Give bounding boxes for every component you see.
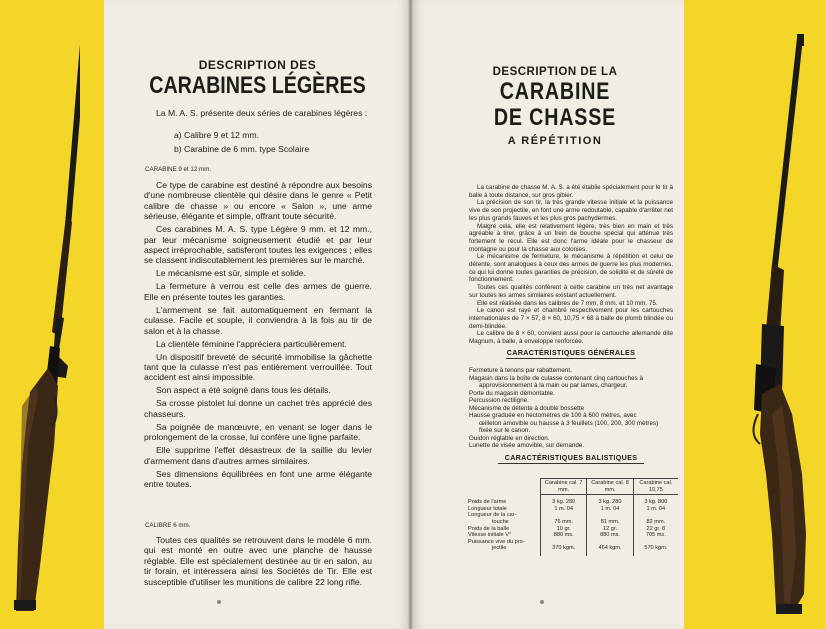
row-label: Longueur de la car-	[468, 512, 517, 519]
left-intro	[144, 108, 372, 121]
cell-value: 1 m. 04	[633, 506, 678, 513]
general-heading-rule	[506, 358, 636, 359]
cell-value: 1 m. 04	[541, 506, 587, 513]
rifle-illustration-left	[8, 26, 80, 616]
table-row	[466, 506, 678, 513]
row-label: touche	[492, 518, 509, 525]
right-title-line1: DESCRIPTION DE LA	[492, 66, 618, 78]
right-paragraph: La carabine de chasse M. A. S. a été établie spécialement pour le tir à balle à toute distance, sur gros gibier.	[469, 184, 673, 199]
cell-value: 464 kgm.	[587, 545, 633, 556]
table-row	[466, 539, 678, 546]
right-paragraph: Toutes ces qualités confèrent à cette carabine un très net avantage sur toutes les armes similaires existant actuellement.	[469, 284, 673, 299]
section1-paragraph: La fermeture à verrou est celle des armes de guerre. Elle en présente toutes les garanties.	[144, 281, 372, 302]
right-paragraph: Le calibre de 8 × 60, convient aussi pour la cartouche allemande dite Magnum, à balle, à enveloppe renforcée.	[469, 330, 673, 346]
cell-value: 22 gr. 8	[633, 526, 678, 533]
page-mark-right	[540, 600, 544, 604]
section1-paragraph: L'armement se fait automatiquement en fermant la culasse. Facile et souple, il conviendra à la fois au tir de salon et à la chasse.	[144, 304, 372, 336]
cell-value	[633, 512, 678, 519]
cell-value: 82 mm.	[633, 519, 678, 526]
section1-paragraph: Elle supprime l'effet désastreux de la saillie du levier d'armement dans d'autres armes similaires.	[144, 445, 372, 466]
cell-value	[587, 512, 633, 519]
right-paragraph: La précision de son tir, la très grande vitesse initiale et la puissance vive de son projectile, en font une arme redoutable, capable d'arrêter net les plus grands fauves et les plus gros pachydermes.	[469, 199, 673, 222]
cell-value: 880 ms.	[541, 532, 587, 539]
table-row	[466, 512, 678, 519]
ballistic-characteristics-heading: CARACTÉRISTIQUES BALISTIQUES	[504, 453, 638, 462]
table-row	[466, 519, 678, 526]
section1-paragraph: Sa poignée de manœuvre, en venant se loger dans le prolongement de la crosse, lui confère une ligne parfaite.	[144, 421, 372, 443]
section1-paragraph: Le mécanisme est sûr, simple et solide.	[156, 268, 306, 279]
characteristic-item: approvisionnement à la main ou par lames, chargeur.	[479, 382, 628, 389]
section1-paragraph: La clientèle féminine l'appréciera particulièrement.	[156, 338, 347, 349]
page-mark-left	[217, 600, 221, 604]
table-row	[466, 532, 678, 539]
cell-value: 3 kg. 280	[541, 495, 587, 506]
table-header-blank	[466, 479, 541, 495]
cell-value: 3 kg. 280	[587, 495, 633, 506]
characteristic-item: œilleton amovible ou hausse à 3 feuillets (100, 200, 300 mètres)	[479, 419, 659, 427]
section1-paragraph: Ses dimensions équilibrées en font une arme élégante entre toutes.	[144, 468, 372, 490]
characteristic-item: Fermeture à tenons par rabattement.	[469, 367, 572, 374]
table-header-row	[466, 479, 678, 495]
left-series-list	[174, 130, 374, 155]
right-title-line2: CARABINE	[499, 78, 611, 105]
ballistic-table	[466, 478, 678, 556]
ballistic-heading-rule	[498, 463, 644, 464]
right-paragraph: Le canon est rayé et chambré respectivement pour les cartouches internationales de 7 × 57, 8 × 60, 10,75 × 68 à balle de plomb blindée ou demi-blindée.	[469, 307, 673, 330]
cell-value: 81 mm.	[587, 519, 633, 526]
section1-paragraph: Ce type de carabine est destiné à répondre aux besoins d'une nombreuse clientèle qui désire dans le genre « Petit calibre de chasse » ou encore « Salon », une arme sérieuse, élégante et simple, offrant toute sécurité.	[144, 180, 372, 222]
cell-value: 12 gr.	[587, 526, 633, 533]
row-label: jectile	[492, 545, 507, 552]
characteristic-item: fixée sur le canon.	[479, 427, 531, 434]
section1-heading: CARABINE 9 et 12 mm.	[145, 166, 212, 173]
row-label: Puissance vive du pro-	[468, 538, 525, 545]
cell-value: 10 gr.	[541, 526, 587, 533]
cell-value	[541, 512, 587, 519]
characteristic-item: Mécanisme de détente à double bossette	[469, 404, 585, 412]
section1-body	[144, 180, 372, 492]
series-item-b: b) Carabine de 6 mm. type Scolaire	[174, 144, 310, 155]
cell-value: 1 m. 04	[587, 506, 633, 513]
book-gutter	[408, 0, 413, 629]
general-characteristics-list	[469, 367, 679, 450]
row-label: Poids de la balle	[468, 525, 510, 532]
characteristic-item: Percussion rectiligne.	[469, 397, 529, 404]
characteristic-item: Magasin dans la boîte de culasse contenant cinq cartouches à	[469, 374, 643, 382]
table-row	[466, 545, 678, 556]
row-label: Poids de l'arme	[468, 498, 507, 505]
right-paragraph: Malgré cela, elle est relativement légère, très bien en main et très agréable à tirer, grâce à un frein de bouche spécial qui atténue très fortement le recul. Elle est donc l'arme idéale pour le chasseur de montagne ou pour la chasse aux colonies.	[469, 222, 673, 253]
row-label: Vitesse initiale V°	[468, 532, 512, 539]
left-title-line2: CARABINES LÉGÈRES	[149, 72, 366, 99]
section2-body	[144, 535, 372, 590]
cell-value: 370 kgm.	[541, 545, 587, 556]
cell-value: 705 ms.	[633, 532, 678, 539]
cell-value	[587, 539, 633, 546]
series-item-a: a) Calibre 9 et 12 mm.	[174, 130, 260, 140]
right-paragraph: Le mécanisme de fermeture, le mécanisme à répétition et celui de détente, sont analogues à ceux des armes de guerre les plus modernes, ce qui lui donne toutes garanties de précision, de solidité et de sûreté de fonctionnement.	[469, 253, 673, 284]
section1-paragraph: Sa crosse pistolet lui donne un cachet très apprécié des chasseurs.	[144, 398, 372, 419]
cell-value: 880 ms.	[587, 532, 633, 539]
cell-value	[633, 539, 678, 546]
section1-paragraph: Ces carabines M. A. S. type Légère 9 mm. et 12 mm., par leur mécanisme soigneusement étudié et par leur aspect irréprochable, satisferont toutes les exigences ; elles se classent indiscutablement les premières sur le marché.	[144, 224, 372, 266]
characteristic-item: Porte du magasin démontable.	[469, 389, 555, 397]
cell-value: 76 mm.	[541, 519, 587, 526]
right-title-line3: DE CHASSE	[493, 104, 617, 131]
right-title-line4: A RÉPÉTITION	[507, 135, 603, 147]
table-row	[466, 526, 678, 533]
cell-value: 3 kg. 800	[633, 495, 678, 506]
intro-paragraph: La M. A. S. présente deux séries de carabines légères :	[156, 108, 368, 118]
table-row	[466, 495, 678, 506]
table-header-1075: Carabine cal. 10,75	[633, 479, 678, 495]
right-paragraph: Elle est réalisée dans les calibres de 7 mm, 8 mm. et 10 mm. 75.	[477, 299, 658, 307]
cell-value: 570 kgm.	[633, 545, 678, 556]
characteristic-item: Lunette de visée amovible, sur demande.	[469, 442, 585, 449]
cell-value	[541, 539, 587, 546]
rifle-illustration-right	[732, 34, 822, 624]
characteristic-item: Guidon réglable en direction.	[469, 434, 550, 442]
table-header-8mm: Carabine cal. 8 mm.	[587, 479, 633, 495]
left-title-line1: DESCRIPTION DES	[198, 58, 317, 72]
table-header-7mm: Carabine cal. 7 mm.	[541, 479, 587, 495]
characteristic-item: Hausse graduée en hectomètres de 100 à 600 mètres, avec	[469, 412, 637, 419]
row-label: Longueur totale	[468, 505, 507, 512]
section1-paragraph: Un dispositif breveté de sécurité immobilise la gâchette tant que la culasse n'est pas entièrement verrouillée. Tout accident est ainsi impossible.	[144, 351, 372, 383]
section1-paragraph: Son aspect a été soigné dans tous les détails.	[156, 385, 331, 396]
right-description	[469, 184, 673, 346]
section2-paragraph: Toutes ces qualités se retrouvent dans le modèle 6 mm. qui est monté en outre avec une planche de hausse réglable. Elle est spécialement destinée au tir en salon, au tir forain, et intéressera ainsi les Sociétés de Tir. Elle est susceptible d'utiliser les munitions de calibre 22 long rifle.	[144, 535, 372, 587]
section2-heading: CALIBRE 6 mm.	[145, 522, 191, 529]
general-characteristics-heading: CARACTÉRISTIQUES GÉNÉRALES	[506, 348, 636, 357]
